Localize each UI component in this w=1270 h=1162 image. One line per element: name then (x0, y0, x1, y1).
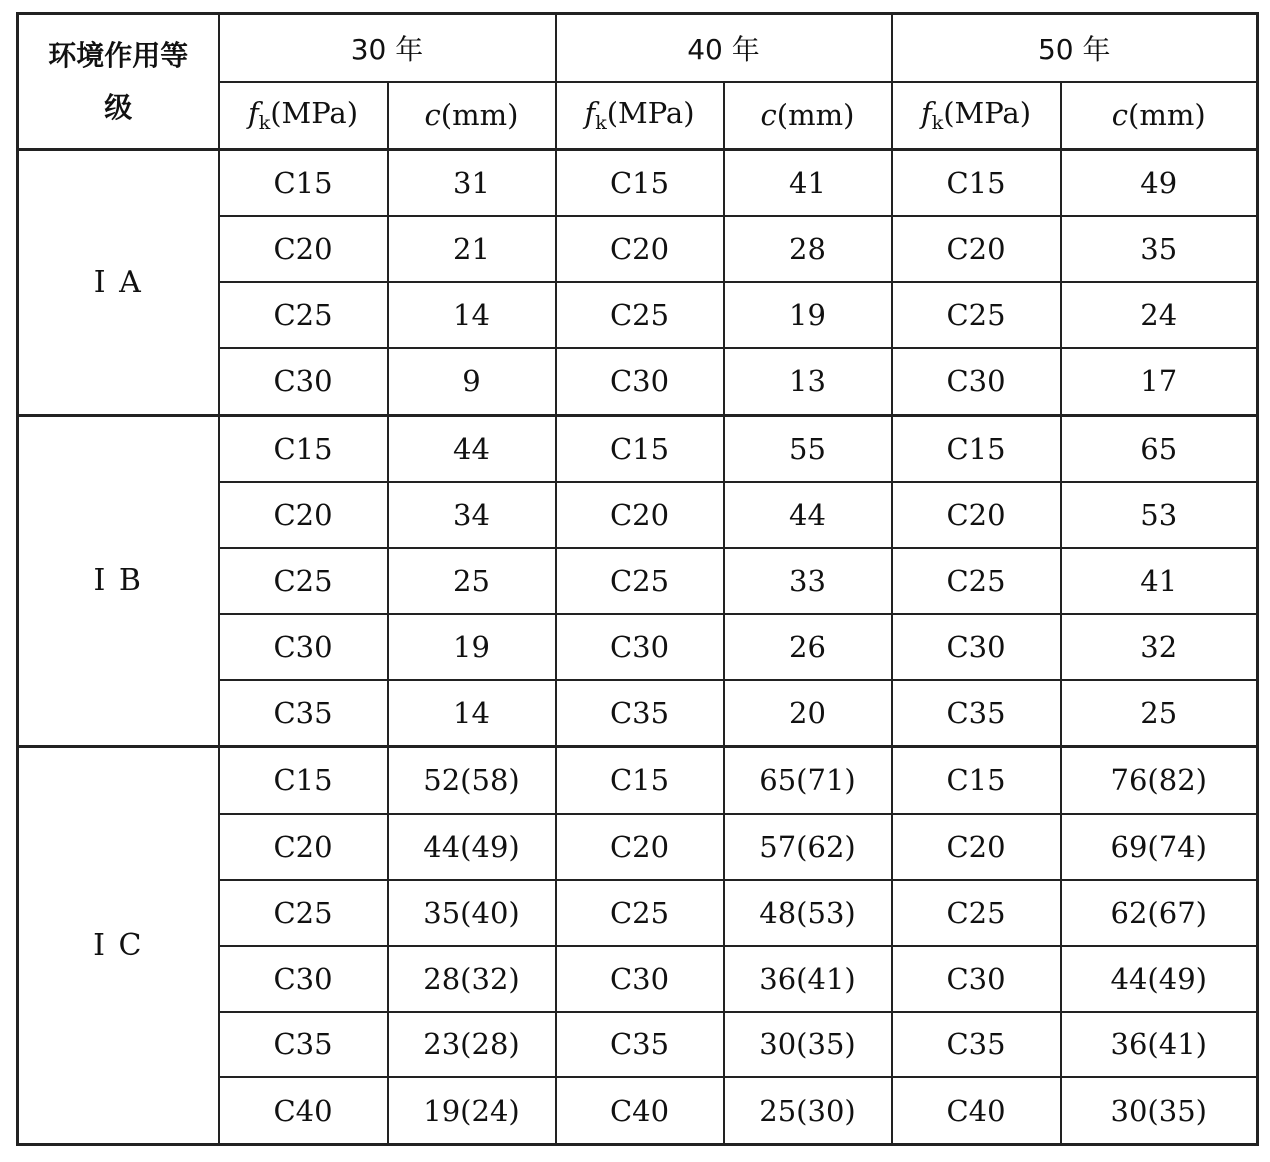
table-cell: 25(30) (724, 1077, 892, 1144)
table-cell: 44(49) (388, 814, 556, 880)
table-cell: C30 (219, 348, 388, 415)
table-cell: 28(32) (388, 946, 556, 1012)
cover-thickness-table (16, 12, 1259, 1146)
grade-cell-IC: Ⅰ C (18, 747, 219, 1145)
table-cell: C25 (219, 880, 388, 946)
table-cell: 32 (1061, 614, 1258, 680)
table-cell: 55 (724, 415, 892, 482)
table-cell: 44(49) (1061, 946, 1258, 1012)
table-cell: 41 (1061, 548, 1258, 614)
table-cell: 33 (724, 548, 892, 614)
table-cell: C25 (892, 282, 1061, 348)
period-header-40: 40 年 (556, 14, 892, 82)
table-cell: C15 (892, 415, 1061, 482)
table-cell: C15 (892, 150, 1061, 217)
table-cell: C25 (556, 880, 724, 946)
table-cell: C30 (892, 614, 1061, 680)
c-header: c(mm) (388, 82, 556, 150)
grade-cell-IA: Ⅰ A (18, 150, 219, 416)
table-cell: 65(71) (724, 747, 892, 814)
fk-header: $f_k(MPa)$ (556, 82, 724, 150)
table-cell: C15 (219, 747, 388, 814)
table-cell: C15 (219, 150, 388, 217)
table-cell: C15 (892, 747, 1061, 814)
table-cell: C15 (556, 415, 724, 482)
table-cell: C35 (556, 680, 724, 747)
table-cell: 44 (724, 482, 892, 548)
table-cell: 19 (724, 282, 892, 348)
table-cell: 31 (388, 150, 556, 217)
table-cell: C15 (556, 747, 724, 814)
env-grade-header: 环境作用等级 (18, 14, 219, 150)
period-header-50: 50 年 (892, 14, 1258, 82)
table-cell: C35 (219, 1012, 388, 1078)
table-cell: 52(58) (388, 747, 556, 814)
table-cell: C20 (556, 814, 724, 880)
table-cell: 65 (1061, 415, 1258, 482)
table-cell: 34 (388, 482, 556, 548)
table-cell: C40 (219, 1077, 388, 1144)
table-cell: 14 (388, 680, 556, 747)
table-cell: C25 (892, 548, 1061, 614)
table-cell: 35(40) (388, 880, 556, 946)
table-cell: C25 (219, 282, 388, 348)
table-cell: C30 (219, 946, 388, 1012)
table-cell: C40 (892, 1077, 1061, 1144)
table-cell: 9 (388, 348, 556, 415)
table-row (18, 747, 1258, 814)
table-cell: C20 (219, 216, 388, 282)
table-cell: C20 (892, 814, 1061, 880)
table-cell: 26 (724, 614, 892, 680)
table-cell: C30 (892, 348, 1061, 415)
table-cell: 23(28) (388, 1012, 556, 1078)
table-cell: C30 (892, 946, 1061, 1012)
fk-header: $f_k(MPa)$ (219, 82, 388, 150)
table-cell: 49 (1061, 150, 1258, 217)
table-cell: 17 (1061, 348, 1258, 415)
table-cell: 76(82) (1061, 747, 1258, 814)
table-cell: C20 (219, 814, 388, 880)
table-cell: 30(35) (724, 1012, 892, 1078)
table-cell: C20 (556, 482, 724, 548)
table-cell: C20 (892, 482, 1061, 548)
table-cell: 36(41) (724, 946, 892, 1012)
table-cell: C30 (556, 348, 724, 415)
table-cell: 20 (724, 680, 892, 747)
table-cell: C20 (219, 482, 388, 548)
table-cell: C20 (892, 216, 1061, 282)
table-cell: C25 (556, 282, 724, 348)
c-header: c(mm) (1061, 82, 1258, 150)
table-cell: 19 (388, 614, 556, 680)
table-cell: C30 (556, 946, 724, 1012)
table-cell: 53 (1061, 482, 1258, 548)
table-cell: 69(74) (1061, 814, 1258, 880)
table-cell: 24 (1061, 282, 1258, 348)
fk-header: $f_k(MPa)$ (892, 82, 1061, 150)
table-cell: 28 (724, 216, 892, 282)
table-cell: 35 (1061, 216, 1258, 282)
table-row (18, 150, 1258, 217)
table-cell: C15 (556, 150, 724, 217)
table-cell: C25 (556, 548, 724, 614)
table-cell: C15 (219, 415, 388, 482)
table-cell: C25 (892, 880, 1061, 946)
table-cell: 57(62) (724, 814, 892, 880)
table-cell: C30 (219, 614, 388, 680)
table-cell: 48(53) (724, 880, 892, 946)
table-cell: 25 (388, 548, 556, 614)
table-cell: C35 (892, 680, 1061, 747)
table-cell: 44 (388, 415, 556, 482)
table-cell: C35 (219, 680, 388, 747)
table-cell: 62(67) (1061, 880, 1258, 946)
table-cell: C35 (892, 1012, 1061, 1078)
period-header-30: 30 年 (219, 14, 556, 82)
table-cell: C35 (556, 1012, 724, 1078)
table-cell: 36(41) (1061, 1012, 1258, 1078)
table-cell: 14 (388, 282, 556, 348)
table-cell: 30(35) (1061, 1077, 1258, 1144)
table-cell: 13 (724, 348, 892, 415)
table-cell: C25 (219, 548, 388, 614)
grade-cell-IB: Ⅰ B (18, 415, 219, 747)
table-cell: 21 (388, 216, 556, 282)
table-cell: 19(24) (388, 1077, 556, 1144)
table-cell: C30 (556, 614, 724, 680)
table-cell: C20 (556, 216, 724, 282)
table-cell: C40 (556, 1077, 724, 1144)
table-cell: 41 (724, 150, 892, 217)
table-row (18, 415, 1258, 482)
c-header: c(mm) (724, 82, 892, 150)
table-cell: 25 (1061, 680, 1258, 747)
